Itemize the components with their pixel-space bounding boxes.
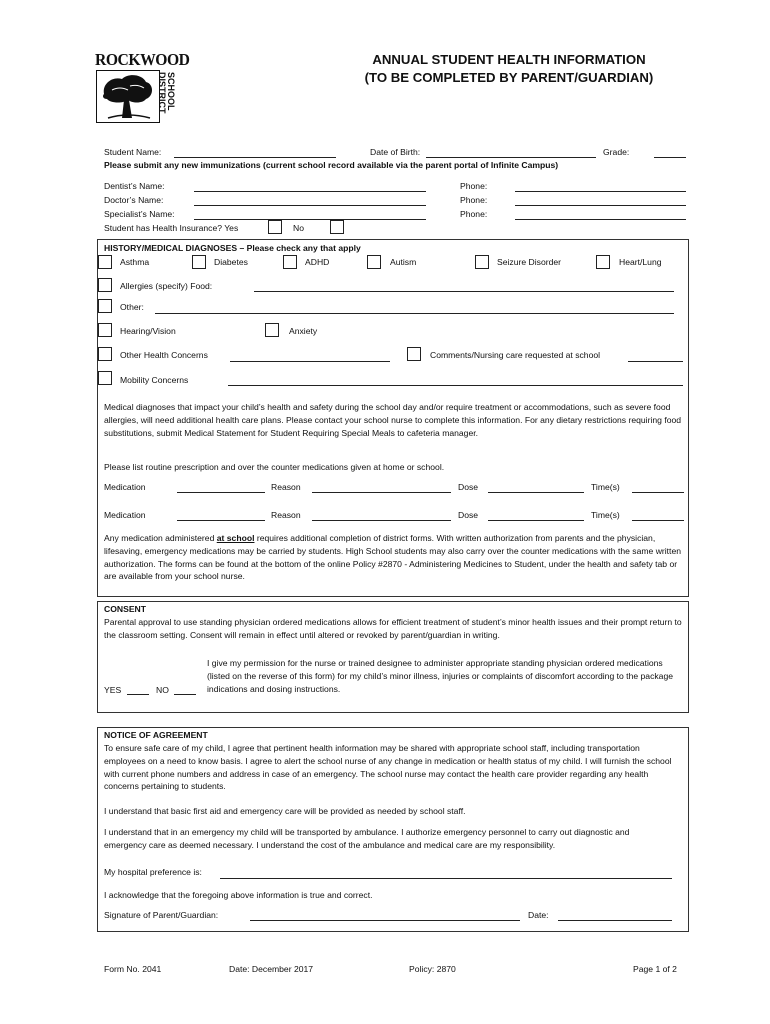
hospital-label: My hospital preference is:: [104, 867, 202, 877]
comments-label: Comments/Nursing care requested at school: [430, 350, 601, 360]
mobility-label: Mobility Concerns: [120, 375, 189, 385]
signature-date-field[interactable]: [558, 920, 672, 921]
reason-label-2: Reason: [271, 510, 301, 520]
other-field[interactable]: [155, 313, 674, 314]
hearing-vision-label: Hearing/Vision: [120, 326, 176, 336]
heart-lung-label: Heart/Lung: [619, 257, 662, 267]
dose-field-1[interactable]: [488, 492, 584, 493]
immunization-note: Please submit any new immunizations (current school record available via the parent portal of Infinite Campus): [104, 160, 559, 170]
signature-date-label: Date:: [528, 910, 549, 920]
medication-field-2[interactable]: [177, 520, 265, 521]
dentist-label: Dentist’s Name:: [104, 181, 165, 191]
specialist-label: Specialist’s Name:: [104, 209, 175, 219]
doctor-phone-field[interactable]: [515, 205, 686, 206]
autism-label: Autism: [390, 257, 417, 267]
asthma-checkbox[interactable]: [98, 255, 112, 269]
policy-text-rest: requires additional completion of district forms. With written authorization from parents and the physician, lifesaving, emergency medications may be carried by students. High School students may also carry over the counter medications with the same written authorization. The forms can be found at the bottom of the online Policy #2870 - Administering Medicines to Student, under the health and safety tab or are available from your school nurse.: [104, 533, 682, 582]
student-name-field[interactable]: [174, 157, 336, 158]
times-field-2[interactable]: [632, 520, 684, 521]
insurance-label: Student has Health Insurance? Yes: [104, 223, 239, 233]
grade-label: Grade:: [603, 147, 630, 157]
footer-form-number: Form No. 2041: [104, 964, 162, 974]
consent-permission: I give my permission for the nurse or trained designee to administer appropriate standing physician ordered medications (listed on the reverse of this form) for my child’s minor illness, injuries or complaints of discomfort according to the package indications and dosing instructions.: [207, 658, 674, 694]
comments-checkbox[interactable]: [407, 347, 421, 361]
doctor-label: Doctor’s Name:: [104, 195, 164, 205]
logo-name: ROCKWOOD: [95, 50, 190, 69]
specialist-phone-field[interactable]: [515, 219, 686, 220]
seizure-label: Seizure Disorder: [497, 257, 561, 267]
times-label-1: Time(s): [591, 482, 620, 492]
dentist-phone-field[interactable]: [515, 191, 686, 192]
student-name-label: Student Name:: [104, 147, 162, 157]
diabetes-label: Diabetes: [214, 257, 248, 267]
allergies-label: Allergies (specify) Food:: [120, 281, 213, 291]
hospital-field[interactable]: [220, 878, 672, 879]
doctor-field[interactable]: [194, 205, 426, 206]
consent-no-field[interactable]: [174, 694, 196, 695]
other-concerns-label: Other Health Concerns: [120, 350, 208, 360]
policy-text-underlined: at school: [216, 533, 255, 543]
heart-lung-checkbox[interactable]: [596, 255, 610, 269]
mobility-checkbox[interactable]: [98, 371, 112, 385]
grade-field[interactable]: [654, 157, 686, 158]
signature-field[interactable]: [250, 920, 520, 921]
doctor-phone-label: Phone:: [460, 195, 488, 205]
seizure-checkbox[interactable]: [475, 255, 489, 269]
dentist-field[interactable]: [194, 191, 426, 192]
specialist-phone-label: Phone:: [460, 209, 488, 219]
dose-label-2: Dose: [458, 510, 479, 520]
medication-policy-paragraph: [104, 532, 682, 583]
agreement-paragraph-2: I understand that basic first aid and emergency care will be provided as needed by school staff.: [104, 806, 466, 816]
reason-label-1: Reason: [271, 482, 301, 492]
dose-label-1: Dose: [458, 482, 479, 492]
other-concerns-checkbox[interactable]: [98, 347, 112, 361]
footer-page-number: Page 1 of 2: [633, 964, 677, 974]
footer-policy: Policy: 2870: [409, 964, 456, 974]
times-field-1[interactable]: [632, 492, 684, 493]
consent-yes-label: YES: [104, 685, 122, 695]
diagnoses-paragraph: Medical diagnoses that impact your child’s health and safety during the school day and/or require treatment or accommodations, such as severe food allergies, will need additional health care plans. Please contact your school nurse to complete this information. For any dietary restrictions requiring food substitutions, submit Medical Statement for Student Requiring Special Meals to cafeteria manager.: [104, 402, 682, 438]
adhd-checkbox[interactable]: [283, 255, 297, 269]
allergies-checkbox[interactable]: [98, 278, 112, 292]
agreement-paragraph-1: To ensure safe care of my child, I agree that pertinent health information may be shared with appropriate school staff, including transportation employees on a need to know basis. I agree to alert the school nurse of any change in medication or health status of my child. I will furnish the school with current phone numbers and address in case of an emergency. The school nurse may contact the health care provider regarding any health concerns pertaining to students.: [104, 743, 672, 792]
other-label: Other:: [120, 302, 144, 312]
agreement-paragraph-4: I acknowledge that the foregoing above information is true and correct.: [104, 890, 373, 900]
reason-field-2[interactable]: [312, 520, 451, 521]
signature-label: Signature of Parent/Guardian:: [104, 910, 219, 920]
medication-label-2: Medication: [104, 510, 146, 520]
specialist-field[interactable]: [194, 219, 426, 220]
form-title-line1: ANNUAL STUDENT HEALTH INFORMATION: [372, 52, 646, 67]
autism-checkbox[interactable]: [367, 255, 381, 269]
times-label-2: Time(s): [591, 510, 620, 520]
insurance-no-label: No: [293, 223, 304, 233]
allergies-field[interactable]: [254, 291, 674, 292]
consent-text: Parental approval to use standing physician ordered medications allows for efficient treatment of student’s minor health issues and their prompt return to the classroom setting. Consent will remain in effect until altered or revoked by parent/guardian in writing.: [104, 617, 682, 640]
mobility-field[interactable]: [228, 385, 683, 386]
anxiety-checkbox[interactable]: [265, 323, 279, 337]
history-header: HISTORY/MEDICAL DIAGNOSES – Please check any that apply: [104, 243, 361, 253]
policy-text-start: Any medication administered: [104, 533, 217, 543]
tree-icon: [98, 72, 156, 120]
district-logo: [95, 50, 190, 125]
dob-label: Date of Birth:: [370, 147, 421, 157]
dose-field-2[interactable]: [488, 520, 584, 521]
dentist-phone-label: Phone:: [460, 181, 488, 191]
footer-date: Date: December 2017: [229, 964, 314, 974]
other-checkbox[interactable]: [98, 299, 112, 313]
medications-instruction: Please list routine prescription and over the counter medications given at home or school.: [104, 462, 445, 472]
medication-label-1: Medication: [104, 482, 146, 492]
other-concerns-field[interactable]: [230, 361, 390, 362]
hearing-vision-checkbox[interactable]: [98, 323, 112, 337]
insurance-no-checkbox[interactable]: [330, 220, 344, 234]
anxiety-label: Anxiety: [289, 326, 318, 336]
insurance-yes-checkbox[interactable]: [268, 220, 282, 234]
dob-field[interactable]: [426, 157, 596, 158]
reason-field-1[interactable]: [312, 492, 451, 493]
agreement-header: NOTICE OF AGREEMENT: [104, 730, 208, 740]
adhd-label: ADHD: [305, 257, 330, 267]
logo-side-text: SCHOOL DISTRICT: [157, 72, 176, 114]
comments-field[interactable]: [628, 361, 683, 362]
consent-no-label: NO: [156, 685, 169, 695]
agreement-paragraph-3: I understand that in an emergency my child will be transported by ambulance. I authorize emergency personnel to carry out diagnostic and emergency care as deemed necessary. I understand the cost of the ambulance and medical care are my responsibility.: [104, 827, 630, 850]
medication-field-1[interactable]: [177, 492, 265, 493]
consent-header: CONSENT: [104, 604, 147, 614]
form-title-line2: (TO BE COMPLETED BY PARENT/GUARDIAN): [364, 70, 654, 85]
diabetes-checkbox[interactable]: [192, 255, 206, 269]
consent-yes-field[interactable]: [127, 694, 149, 695]
asthma-label: Asthma: [120, 257, 150, 267]
